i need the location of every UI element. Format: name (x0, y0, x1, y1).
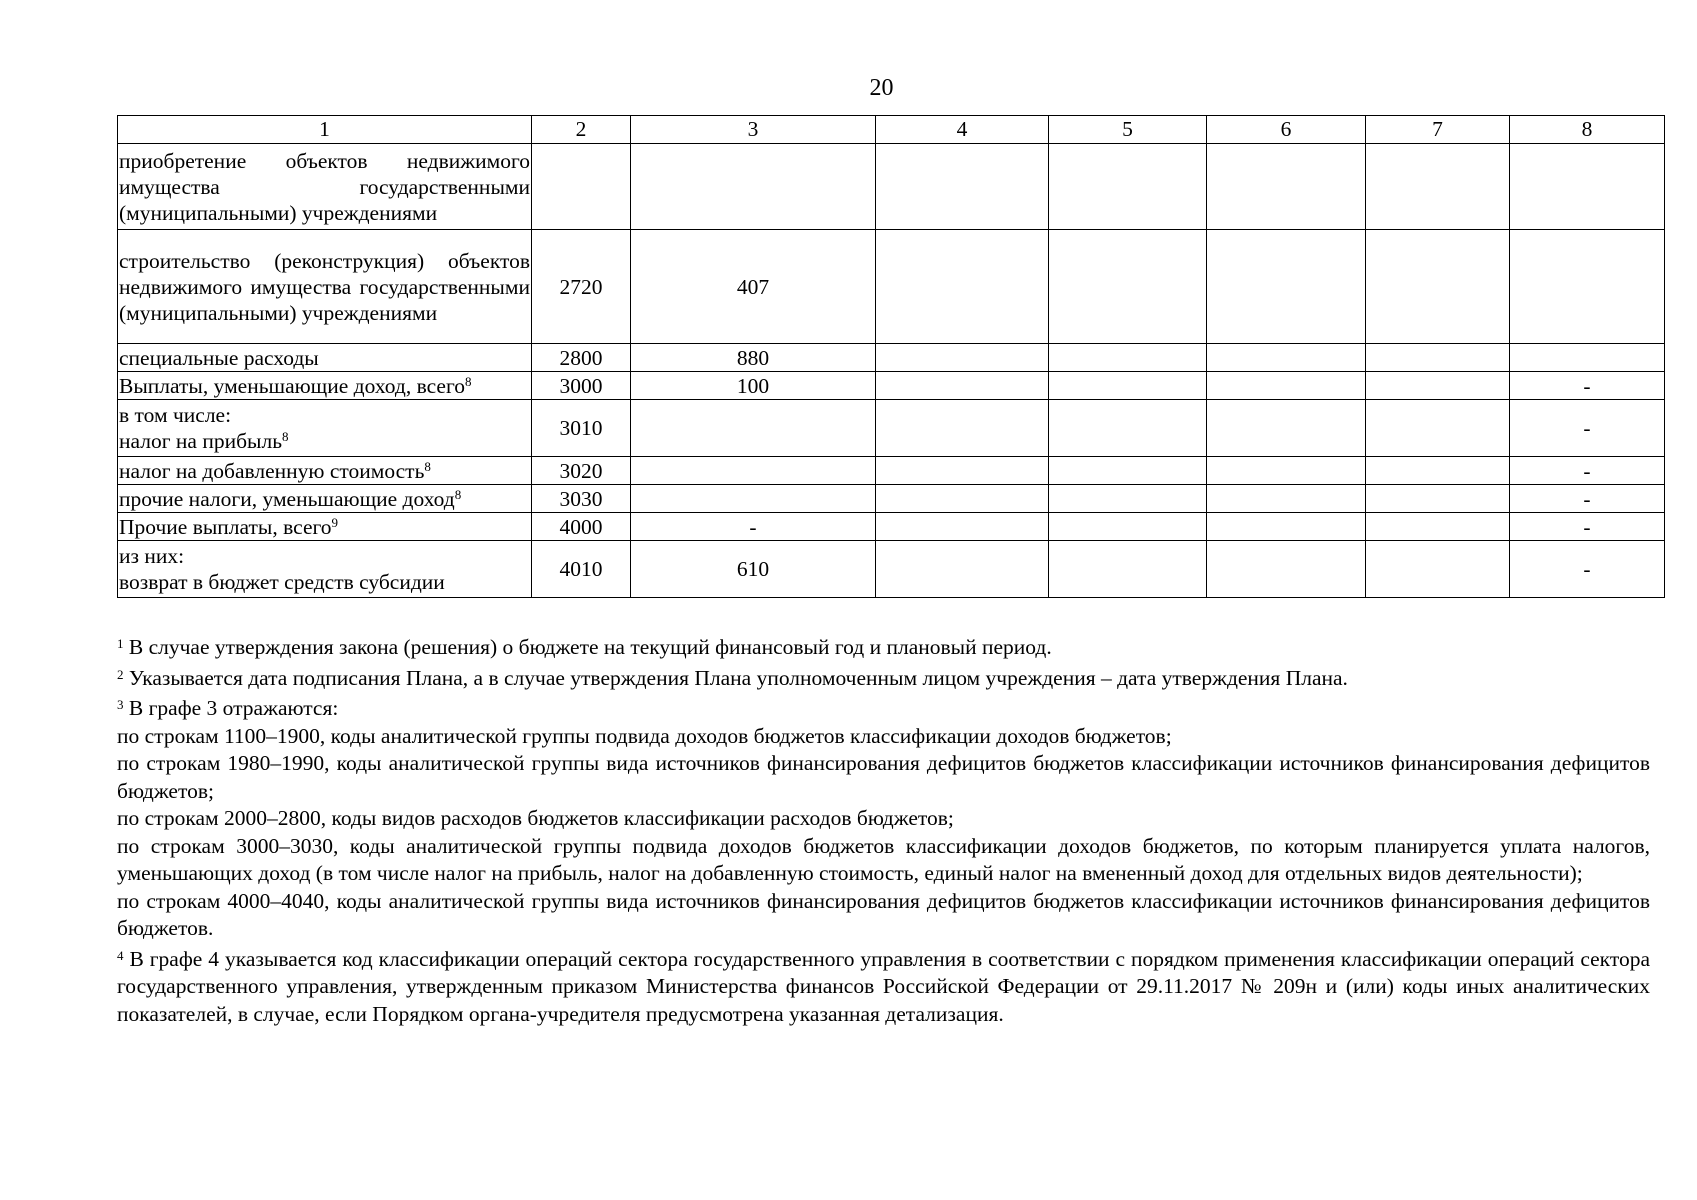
cell-c6 (1207, 541, 1366, 598)
column-header: 4 (876, 116, 1049, 144)
cell-c8 (1510, 230, 1665, 344)
row-description: в том числе: налог на прибыль$^8$ (118, 400, 532, 457)
footnote-text: по строкам 1980–1990, коды аналитической группы вида источников финансирования дефицитов бюджетов классификации источников финансирования дефицитов бюджетов; (117, 751, 1650, 803)
cell-c4 (876, 485, 1049, 513)
column-header: 1 (118, 116, 532, 144)
cell-c2: 3000 (532, 372, 631, 400)
footnote-mark: 3 (117, 697, 124, 712)
table-row (118, 457, 1665, 485)
footnote-text: В случае утверждения закона (решения) о бюджете на текущий финансовый год и плановый период. (123, 635, 1052, 659)
cell-c7 (1366, 230, 1510, 344)
cell-c7 (1366, 513, 1510, 541)
cell-c3: 610 (631, 541, 876, 598)
cell-c4 (876, 457, 1049, 485)
cell-c3: - (631, 513, 876, 541)
cell-c5 (1049, 513, 1207, 541)
table-row (118, 344, 1665, 372)
cell-c2: 4000 (532, 513, 631, 541)
footnote (117, 888, 1650, 943)
footnote-text: В графе 3 отражаются: (123, 696, 339, 720)
cell-c4 (876, 344, 1049, 372)
cell-c5 (1049, 457, 1207, 485)
column-header: 8 (1510, 116, 1665, 144)
column-header: 2 (532, 116, 631, 144)
footnote-text: Указывается дата подписания Плана, а в случае утверждения Плана уполномоченным лицом учреждения – дата утверждения Плана. (123, 665, 1348, 690)
footnote (117, 634, 1650, 662)
table-header-row (118, 116, 1665, 144)
cell-c7 (1366, 344, 1510, 372)
row-description: специальные расходы (118, 344, 532, 372)
table-row (118, 230, 1665, 344)
cell-c2: 2720 (532, 230, 631, 344)
row-description: из них: возврат в бюджет средств субсидии (118, 541, 532, 598)
cell-c4 (876, 400, 1049, 457)
cell-c2: 2800 (532, 344, 631, 372)
footnotes (117, 634, 1650, 1028)
table-row (118, 541, 1665, 598)
cell-c6 (1207, 485, 1366, 513)
cell-c5 (1049, 230, 1207, 344)
cell-c2 (532, 144, 631, 230)
cell-c6 (1207, 144, 1366, 230)
cell-c8 (1510, 144, 1665, 230)
cell-c3: 100 (631, 372, 876, 400)
cell-c3 (631, 457, 876, 485)
cell-c8: - (1510, 400, 1665, 457)
page-number: 20 (869, 75, 894, 101)
cell-c4 (876, 230, 1049, 344)
column-header: 5 (1049, 116, 1207, 144)
cell-c7 (1366, 400, 1510, 457)
footnote (117, 805, 1650, 833)
cell-c5 (1049, 485, 1207, 513)
cell-c3: 880 (631, 344, 876, 372)
cell-c4 (876, 144, 1049, 230)
table-row (118, 400, 1665, 457)
footnote (117, 665, 1650, 693)
footnote (117, 695, 1650, 723)
table-row (118, 485, 1665, 513)
column-header: 3 (631, 116, 876, 144)
table-row (118, 144, 1665, 230)
table-row (118, 513, 1665, 541)
column-header: 6 (1207, 116, 1366, 144)
footnote-mark: 4 (117, 947, 124, 963)
cell-c2: 3020 (532, 457, 631, 485)
footnote-mark: 1 (117, 636, 124, 651)
cell-c6 (1207, 344, 1366, 372)
cell-c5 (1049, 400, 1207, 457)
cell-c3 (631, 485, 876, 513)
cell-c8: - (1510, 485, 1665, 513)
row-description: прочие налоги, уменьшающие доход$^8$ (118, 485, 532, 513)
cell-c4 (876, 541, 1049, 598)
cell-c6 (1207, 513, 1366, 541)
plan-table (117, 115, 1665, 598)
cell-c6 (1207, 400, 1366, 457)
cell-c2: 3010 (532, 400, 631, 457)
cell-c2: 4010 (532, 541, 631, 598)
footnote (117, 833, 1650, 888)
cell-c3 (631, 400, 876, 457)
footnote (117, 750, 1650, 805)
cell-c2: 3030 (532, 485, 631, 513)
cell-c6 (1207, 372, 1366, 400)
row-description: приобретение объектов недвижимого имущества государственными (муниципальными) учреждениями (118, 144, 532, 230)
cell-c4 (876, 372, 1049, 400)
row-description: Прочие выплаты, всего$^9$ (118, 513, 532, 541)
footnote (117, 723, 1650, 751)
cell-c3: 407 (631, 230, 876, 344)
footnote-text: по строкам 1100–1900, коды аналитической группы подвида доходов бюджетов классификации доходов бюджетов; (117, 723, 1172, 748)
cell-c8: - (1510, 457, 1665, 485)
cell-c8: - (1510, 541, 1665, 598)
cell-c5 (1049, 344, 1207, 372)
cell-c5 (1049, 372, 1207, 400)
cell-c6 (1207, 230, 1366, 344)
cell-c5 (1049, 144, 1207, 230)
row-description: строительство (реконструкция) объектов недвижимого имущества государственными (муниципальными) учреждениями (118, 230, 532, 344)
footnote-text: по строкам 3000–3030, коды аналитической группы подвида доходов бюджетов классификации доходов бюджетов, по которым планируется уплата налогов, уменьшающих доход (в том числе налог на прибыль, налог на добавленную стоимость, единый налог на вмененный доход для отдельных видов деятельности); (117, 833, 1650, 885)
cell-c8: - (1510, 513, 1665, 541)
table-row (118, 372, 1665, 400)
footnote-text: по строкам 2000–2800, коды видов расходов бюджетов классификации расходов бюджетов; (117, 806, 954, 830)
column-header: 7 (1366, 116, 1510, 144)
cell-c7 (1366, 541, 1510, 598)
cell-c7 (1366, 144, 1510, 230)
cell-c7 (1366, 485, 1510, 513)
cell-c6 (1207, 457, 1366, 485)
cell-c7 (1366, 457, 1510, 485)
footnote-mark: 2 (117, 666, 124, 682)
footnote (117, 946, 1650, 1029)
footnote-text: В графе 4 указывается код классификации операций сектора государственного управления в соответствии с порядком применения классификации операций сектора государственного управления, утвержденным приказом Министерства финансов Российской Федерации от 29.11.2017 № 209н и (или) коды иных аналитических показателей, в случае, если Порядком органа-учредителя предусмотрена указанная детализация. (117, 946, 1650, 1026)
row-description: Выплаты, уменьшающие доход, всего$^8$ (118, 372, 532, 400)
row-description: налог на добавленную стоимость$^8$ (118, 457, 532, 485)
cell-c5 (1049, 541, 1207, 598)
cell-c8 (1510, 344, 1665, 372)
cell-c7 (1366, 372, 1510, 400)
footnote-text: по строкам 4000–4040, коды аналитической группы вида источников финансирования дефицитов бюджетов классификации источников финансирования дефицитов бюджетов. (117, 888, 1650, 940)
cell-c8: - (1510, 372, 1665, 400)
cell-c3 (631, 144, 876, 230)
cell-c4 (876, 513, 1049, 541)
